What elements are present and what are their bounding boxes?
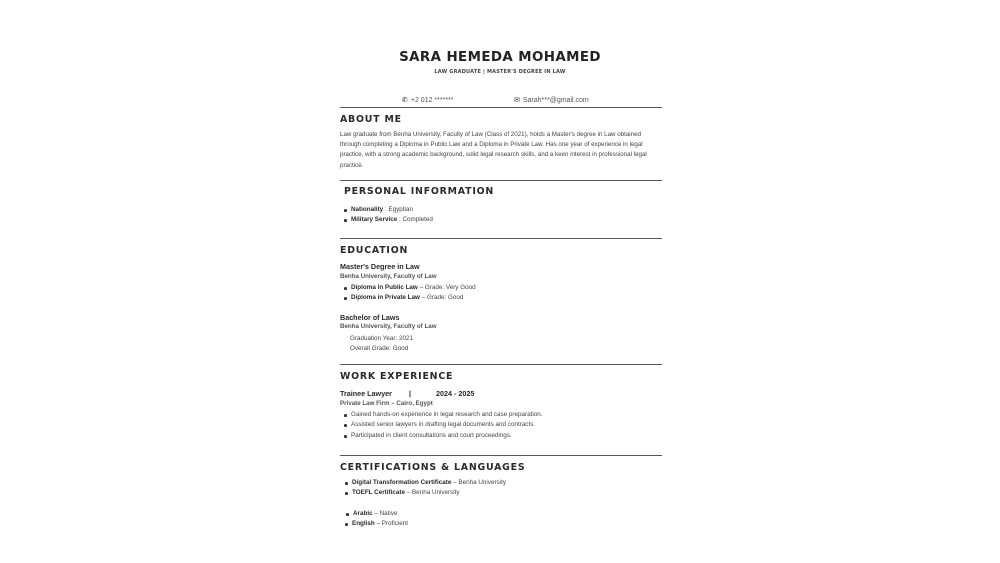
- candidate-name: SARA HEMEDA MOHAMED: [399, 50, 601, 65]
- list-item: Digital Transformation Certificate – Benha University: [352, 479, 506, 486]
- degree-title: Master's Degree in Law: [340, 262, 420, 271]
- envelope-icon: ✉: [514, 97, 520, 104]
- list-item: Arabic – Native: [353, 510, 398, 517]
- about-heading: ABOUT ME: [340, 114, 402, 125]
- list-item: Gained hands-on experience in legal research and case preparation.: [351, 411, 543, 418]
- job-years: 2024 - 2025: [436, 389, 475, 398]
- email-contact: [514, 96, 589, 104]
- work-heading: WORK EXPERIENCE: [340, 371, 454, 382]
- employer: Private Law Firm – Cairo, Egypt: [340, 400, 433, 407]
- phone-number: +2 012 *******: [410, 97, 454, 104]
- section-divider: [340, 364, 662, 365]
- degree-title: Bachelor of Laws: [340, 313, 400, 322]
- about-text: Law graduate from Benha University, Faculty of Law (Class of 2021), holds a Master's degree in Law obtained through completing a Diploma in Public Law and a Diploma in Private Law. Has one year of experience in legal practice, with a strong academic background, solid legal research skills, and a keen interest in professional legal practice.: [340, 131, 647, 169]
- job-title: Trainee Lawyer: [340, 389, 392, 398]
- overall-grade: Overall Grade: Good: [350, 345, 409, 352]
- list-item: Diploma in Private Law – Grade: Good: [351, 294, 464, 301]
- phone-icon: ✆: [402, 97, 408, 104]
- job-divider: |: [409, 389, 412, 398]
- section-divider: [340, 238, 662, 239]
- section-divider: [340, 180, 662, 181]
- list-item: TOEFL Certificate – Benha University: [352, 489, 460, 496]
- degree-institution: Benha University, Faculty of Law: [340, 323, 437, 330]
- education-heading: EDUCATION: [340, 245, 409, 256]
- list-item: Nationality : Egyptian: [351, 206, 413, 213]
- list-item: Military Service : Completed: [351, 216, 433, 223]
- degree-institution: Benha University, Faculty of Law: [340, 273, 437, 280]
- candidate-subtitle: LAW GRADUATE | MASTER'S DEGREE IN LAW: [434, 69, 566, 75]
- list-item: Assisted senior lawyers in drafting legal documents and contracts.: [351, 421, 536, 428]
- email-address: Sarah***@gmail.com: [522, 97, 589, 104]
- personal-heading: PERSONAL INFORMATION: [344, 186, 495, 197]
- list-item: Participated in client consultations and court proceedings.: [351, 432, 512, 439]
- certs-heading: CERTIFICATIONS & LANGUAGES: [340, 462, 526, 473]
- graduation-year: Graduation Year: 2021: [350, 335, 414, 342]
- phone-contact: [402, 96, 454, 104]
- section-divider: [340, 455, 662, 456]
- list-item: Diploma in Public Law – Grade: Very Good: [351, 284, 476, 291]
- list-item: English – Proficient: [352, 520, 409, 527]
- section-divider: [340, 107, 662, 108]
